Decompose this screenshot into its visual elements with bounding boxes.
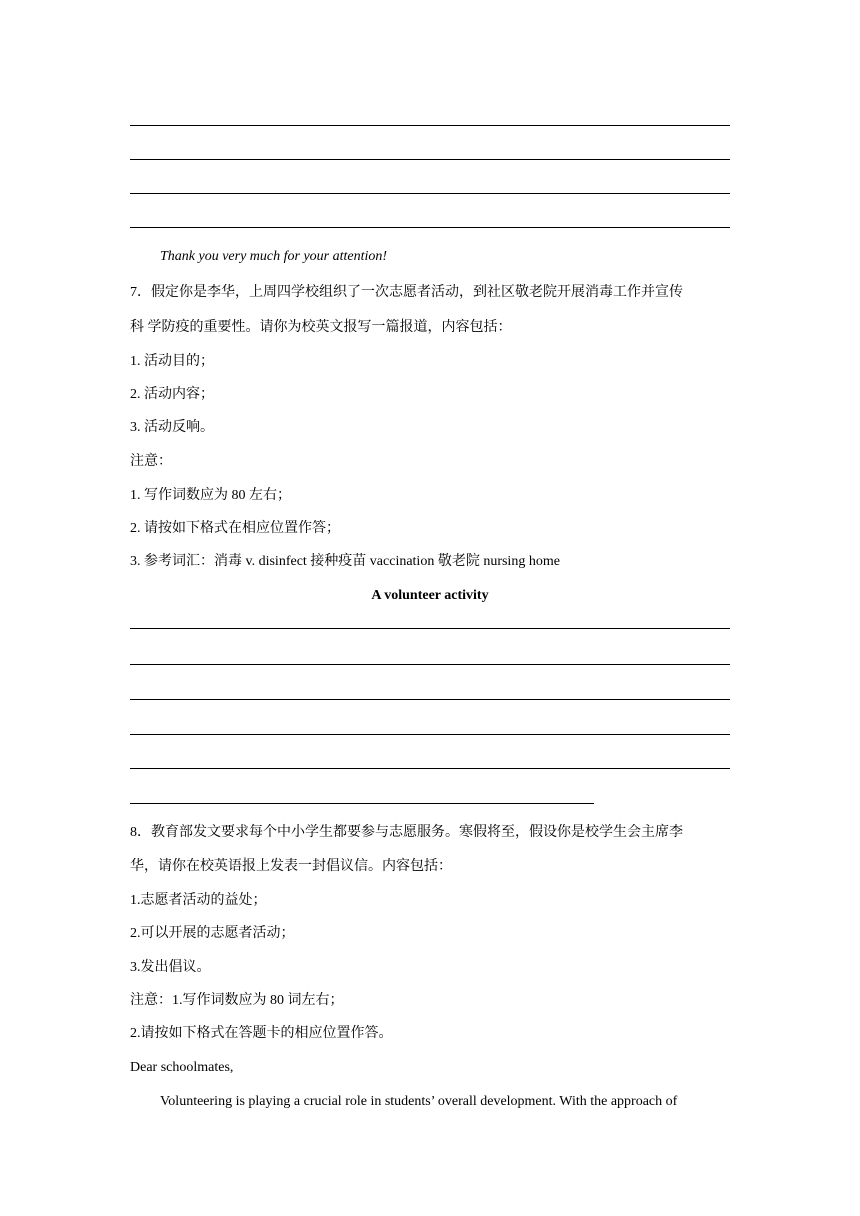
answer-line[interactable] [130,159,730,160]
q8-note: 注意：1.写作词数应为 80 词左右； [130,993,344,1008]
q7-note: 3. 参考词汇：消毒 v. disinfect 接种疫苗 vaccination 敬老院 nursing home [130,554,560,569]
q7-intro-line-2: 科 学防疫的重要性。请你为校英文报写一篇报道，内容包括： [130,320,512,335]
q7-notes-heading: 注意： [130,454,172,469]
q7-point: 3. 活动反响。 [130,420,214,435]
q7-note: 1. 写作词数应为 80 左右； [130,488,291,503]
answer-line[interactable] [130,125,730,126]
q8-point: 2.可以开展的志愿者活动； [130,926,295,941]
q8-note: 2.请按如下格式在答题卡的相应位置作答。 [130,1026,393,1041]
q8-point: 3.发出倡议。 [130,960,211,975]
answer-line[interactable] [130,227,730,228]
q7-point: 1. 活动目的； [130,354,214,369]
answer-line[interactable] [130,734,730,735]
answer-line[interactable] [130,699,730,700]
q8-point: 1.志愿者活动的益处； [130,893,267,908]
answer-line[interactable] [130,628,730,629]
q7-essay-title: A volunteer activity [371,588,489,603]
answer-line[interactable] [130,664,730,665]
q8-intro-line-1: 8．教育部发文要求每个中小学生都要参与志愿服务。寒假将至，假设你是校学生会主席李 [130,825,683,840]
answer-line[interactable] [130,193,730,194]
q7-point: 2. 活动内容； [130,387,214,402]
q8-intro-line-2: 华，请你在校英语报上发表一封倡议信。内容包括： [130,859,452,874]
answer-line[interactable] [130,768,730,769]
q7-note: 2. 请按如下格式在相应位置作答； [130,521,340,536]
answer-line[interactable] [130,803,594,804]
letter-opening-line: Volunteering is playing a crucial role in students’ overall development. With the approach of [160,1094,678,1109]
letter-salutation: Dear schoolmates, [130,1060,234,1075]
q7-intro-line-1: 7．假定你是李华，上周四学校组织了一次志愿者活动，到社区敬老院开展消毒工作并宣传 [130,285,683,300]
closing-note: Thank you very much for your attention! [160,249,388,264]
